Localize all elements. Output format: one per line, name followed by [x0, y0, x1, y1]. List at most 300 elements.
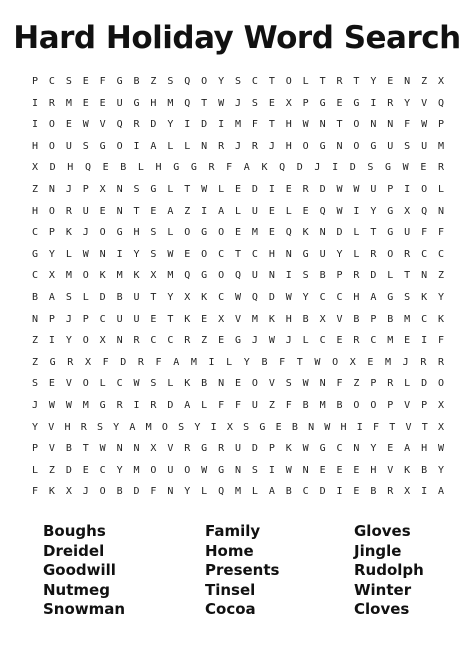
grid-letter: X: [404, 486, 411, 498]
grid-letter: E: [420, 162, 427, 174]
grid-letter: V: [405, 421, 412, 433]
grid-letter: B: [302, 400, 309, 411]
grid-letter: W: [201, 184, 208, 195]
grid-letter: L: [353, 248, 360, 260]
grid-letter: E: [404, 335, 411, 347]
grid-letter: G: [31, 248, 39, 260]
grid-letter: X: [226, 421, 233, 433]
grid-letter: S: [302, 270, 309, 282]
grid-letter: N: [31, 313, 39, 325]
grid-letter: I: [332, 162, 339, 174]
grid-letter: O: [48, 119, 55, 131]
grid-letter: L: [167, 378, 174, 390]
grid-letter: W: [65, 400, 72, 411]
grid-letter: Y: [302, 292, 309, 303]
grid-letter: G: [387, 205, 394, 217]
grid-letter: R: [150, 400, 157, 411]
grid-letter: H: [285, 313, 292, 325]
grid-letter: G: [302, 248, 309, 260]
grid-letter: G: [49, 356, 56, 368]
grid-letter: O: [353, 119, 360, 131]
grid-letter: B: [353, 313, 360, 325]
grid-letter: I: [336, 486, 343, 498]
grid-letter: L: [285, 205, 292, 217]
grid-letter: U: [404, 227, 411, 239]
grid-letter: F: [99, 76, 106, 87]
grid-letter: L: [302, 76, 309, 87]
grid-letter: S: [150, 248, 157, 260]
grid-letter: L: [201, 486, 208, 498]
grid-letter: K: [404, 464, 411, 476]
grid-letter: Q: [84, 162, 91, 174]
grid-letter: C: [370, 335, 377, 347]
word-list-item: Cloves: [354, 600, 410, 618]
grid-letter: X: [99, 335, 106, 347]
grid-letter: W: [437, 443, 445, 455]
grid-letter: E: [201, 313, 208, 325]
grid-letter: W: [285, 464, 292, 476]
grid-letter: D: [133, 486, 140, 498]
grid-letter: N: [308, 421, 315, 433]
grid-letter: U: [167, 464, 174, 476]
grid-letter: C: [302, 486, 309, 498]
grid-letter: Q: [234, 270, 242, 282]
grid-letter: D: [201, 119, 208, 131]
grid-letter: B: [302, 313, 309, 325]
grid-letter: C: [319, 335, 326, 347]
grid-letter: O: [201, 248, 208, 260]
grid-row: [25, 141, 451, 163]
grid-letter: Z: [31, 335, 39, 347]
grid-letter: F: [234, 400, 242, 411]
grid-letter: R: [387, 378, 394, 390]
grid-letter: M: [319, 400, 326, 411]
grid-letter: R: [353, 270, 360, 282]
grid-letter: N: [421, 270, 428, 282]
word-list-item: Boughs: [43, 522, 106, 540]
grid-letter: O: [332, 356, 339, 368]
grid-letter: Y: [167, 119, 174, 131]
grid-letter: E: [184, 248, 191, 260]
grid-letter: L: [201, 400, 208, 411]
grid-letter: E: [82, 76, 89, 87]
grid-letter: E: [218, 335, 225, 347]
grid-letter: X: [84, 356, 91, 368]
grid-letter: V: [234, 313, 242, 325]
grid-letter: N: [268, 270, 275, 282]
grid-letter: J: [82, 486, 89, 498]
grid-letter: Y: [184, 486, 191, 498]
grid-letter: N: [48, 184, 55, 195]
grid-letter: R: [302, 184, 309, 195]
grid-letter: Q: [184, 76, 191, 87]
grid-letter: G: [99, 400, 106, 411]
grid-letter: B: [201, 378, 208, 390]
grid-letter: E: [150, 313, 157, 325]
grid-row: [25, 400, 451, 422]
grid-letter: J: [31, 400, 39, 411]
grid-letter: X: [437, 400, 445, 411]
grid-letter: N: [319, 378, 326, 390]
grid-letter: K: [437, 313, 445, 325]
grid-letter: U: [65, 140, 72, 152]
grid-letter: R: [208, 162, 215, 174]
grid-letter: W: [234, 292, 242, 303]
grid-letter: W: [336, 205, 343, 217]
grid-letter: E: [99, 205, 106, 217]
grid-letter: G: [173, 162, 180, 174]
grid-letter: U: [116, 97, 123, 109]
grid-letter: F: [421, 227, 428, 239]
grid-letter: O: [99, 227, 106, 239]
grid-letter: Y: [243, 356, 250, 368]
grid-letter: R: [116, 400, 123, 411]
grid-letter: H: [421, 443, 428, 455]
grid-letter: D: [167, 400, 174, 411]
word-list-item: Dreidel: [43, 541, 105, 560]
grid-letter: I: [218, 119, 225, 131]
grid-letter: A: [150, 140, 157, 152]
grid-letter: L: [437, 184, 445, 195]
grid-letter: C: [99, 313, 106, 325]
grid-letter: N: [201, 140, 208, 152]
grid-letter: M: [116, 270, 123, 282]
grid-letter: K: [48, 486, 55, 498]
grid-letter: N: [319, 119, 326, 131]
grid-letter: L: [251, 486, 258, 498]
grid-letter: L: [184, 140, 191, 152]
grid-letter: F: [226, 162, 233, 174]
grid-letter: M: [437, 140, 445, 152]
grid-letter: H: [285, 119, 292, 131]
grid-letter: M: [82, 400, 89, 411]
grid-letter: T: [133, 205, 140, 217]
grid-letter: Y: [336, 248, 343, 260]
grid-letter: N: [133, 443, 140, 455]
grid-letter: F: [336, 378, 343, 390]
grid-letter: E: [336, 464, 343, 476]
grid-letter: X: [99, 184, 106, 195]
grid-letter: N: [437, 205, 445, 217]
grid-letter: Q: [116, 119, 123, 131]
grid-letter: M: [387, 335, 394, 347]
grid-letter: S: [234, 76, 242, 87]
grid-letter: P: [82, 184, 89, 195]
grid-letter: V: [48, 421, 55, 433]
grid-letter: A: [48, 292, 55, 303]
grid-letter: X: [218, 313, 225, 325]
grid-row: [25, 119, 451, 141]
grid-letter: S: [96, 421, 103, 433]
word-list-item: Winter: [354, 580, 412, 599]
grid-letter: M: [167, 97, 174, 109]
grid-letter: G: [190, 162, 197, 174]
grid-letter: U: [251, 270, 258, 282]
grid-row: [25, 292, 451, 314]
word-column-1: [43, 522, 125, 620]
grid-letter: O: [48, 140, 55, 152]
grid-letter: K: [421, 292, 428, 303]
grid-letter: P: [336, 270, 343, 282]
grid-letter: G: [319, 140, 326, 152]
grid-letter: M: [65, 270, 72, 282]
grid-letter: T: [82, 443, 89, 455]
grid-letter: N: [319, 227, 326, 239]
word-list-item: Snowman: [43, 600, 126, 618]
word-list-item: Cocoa: [205, 600, 256, 618]
grid-letter: K: [99, 270, 106, 282]
grid-letter: T: [150, 292, 157, 303]
grid-letter: T: [319, 76, 326, 87]
grid-letter: X: [437, 76, 445, 87]
grid-row: [25, 76, 451, 98]
word-list-item: Home: [205, 541, 254, 560]
grid-letter: E: [387, 76, 394, 87]
grid-letter: L: [167, 140, 174, 152]
grid-letter: E: [302, 205, 309, 217]
grid-letter: E: [336, 97, 343, 109]
grid-letter: W: [82, 119, 89, 131]
grid-letter: Q: [184, 270, 191, 282]
grid-letter: G: [201, 443, 208, 455]
grid-letter: Y: [437, 292, 445, 303]
grid-letter: N: [116, 184, 123, 195]
grid-letter: Z: [421, 76, 428, 87]
grid-letter: R: [80, 421, 87, 433]
grid-letter: N: [370, 119, 377, 131]
grid-letter: A: [370, 292, 377, 303]
grid-letter: C: [421, 248, 428, 260]
grid-letter: S: [150, 227, 157, 239]
grid-letter: K: [268, 313, 275, 325]
grid-letter: N: [285, 248, 292, 260]
grid-letter: S: [404, 140, 411, 152]
grid-letter: A: [437, 486, 445, 498]
grid-letter: P: [48, 313, 55, 325]
grid-letter: O: [437, 378, 445, 390]
grid-letter: U: [251, 205, 258, 217]
grid-letter: C: [251, 76, 258, 87]
grid-letter: W: [402, 162, 409, 174]
grid-letter: G: [201, 227, 208, 239]
grid-letter: Q: [437, 97, 445, 109]
grid-letter: E: [336, 335, 343, 347]
grid-row: [25, 465, 451, 487]
grid-letter: T: [167, 313, 174, 325]
grid-letter: E: [367, 356, 374, 368]
grid-letter: Y: [437, 464, 445, 476]
grid-letter: L: [234, 205, 242, 217]
grid-row: [25, 443, 451, 465]
grid-letter: J: [251, 335, 258, 347]
grid-letter: E: [82, 464, 89, 476]
grid-letter: L: [31, 464, 39, 476]
grid-letter: G: [133, 97, 140, 109]
page-title: Hard Holiday Word Search: [13, 20, 461, 56]
grid-letter: D: [296, 162, 303, 174]
grid-row: [25, 335, 451, 357]
grid-letter: C: [48, 76, 55, 87]
grid-letter: G: [201, 270, 208, 282]
grid-letter: I: [116, 248, 123, 260]
grid-letter: X: [319, 313, 326, 325]
grid-letter: O: [218, 270, 225, 282]
grid-letter: O: [387, 248, 394, 260]
grid-letter: D: [349, 162, 356, 174]
grid-letter: O: [99, 486, 106, 498]
grid-letter: L: [226, 356, 233, 368]
grid-letter: I: [210, 421, 217, 433]
grid-letter: U: [319, 248, 326, 260]
grid-letter: O: [302, 140, 309, 152]
grid-letter: M: [145, 421, 152, 433]
grid-letter: P: [268, 443, 275, 455]
grid-letter: W: [218, 97, 225, 109]
grid-letter: S: [367, 162, 374, 174]
grid-letter: F: [285, 400, 292, 411]
grid-letter: S: [82, 140, 89, 152]
grid-letter: D: [370, 270, 377, 282]
grid-letter: I: [133, 140, 140, 152]
grid-letter: Z: [268, 400, 275, 411]
grid-letter: V: [99, 119, 106, 131]
grid-letter: B: [336, 400, 343, 411]
grid-row: [25, 162, 451, 184]
grid-letter: Q: [218, 486, 225, 498]
grid-letter: F: [404, 119, 411, 131]
grid-letter: C: [150, 335, 157, 347]
grid-letter: G: [387, 227, 394, 239]
grid-letter: U: [133, 292, 140, 303]
grid-letter: H: [67, 162, 74, 174]
grid-letter: R: [370, 248, 377, 260]
letter-grid: [25, 76, 451, 508]
grid-letter: D: [65, 464, 72, 476]
grid-letter: G: [116, 76, 123, 87]
grid-letter: O: [150, 464, 157, 476]
grid-letter: Q: [319, 205, 326, 217]
grid-letter: W: [82, 248, 89, 260]
grid-letter: V: [268, 378, 275, 390]
grid-letter: M: [190, 356, 197, 368]
grid-letter: C: [336, 292, 343, 303]
grid-letter: Q: [421, 205, 428, 217]
grid-row: [25, 98, 451, 120]
grid-letter: T: [370, 227, 377, 239]
grid-letter: W: [314, 356, 321, 368]
grid-letter: Z: [48, 464, 55, 476]
grid-letter: P: [31, 76, 39, 87]
grid-letter: K: [261, 162, 268, 174]
grid-letter: W: [201, 464, 208, 476]
grid-letter: W: [167, 248, 174, 260]
grid-letter: W: [324, 421, 331, 433]
grid-letter: G: [259, 421, 266, 433]
grid-letter: J: [268, 140, 275, 152]
grid-letter: Y: [65, 335, 72, 347]
grid-letter: E: [234, 378, 242, 390]
grid-letter: W: [336, 184, 343, 195]
grid-letter: Y: [370, 76, 377, 87]
grid-letter: I: [208, 356, 215, 368]
grid-letter: O: [353, 140, 360, 152]
grid-letter: T: [353, 76, 360, 87]
grid-letter: U: [82, 205, 89, 217]
grid-letter: D: [150, 119, 157, 131]
grid-letter: O: [285, 76, 292, 87]
word-list-item: Jingle: [354, 541, 402, 560]
grid-letter: L: [218, 184, 225, 195]
grid-letter: K: [285, 443, 292, 455]
grid-letter: I: [370, 97, 377, 109]
grid-letter: Q: [279, 162, 286, 174]
grid-letter: I: [356, 421, 363, 433]
grid-letter: S: [251, 464, 258, 476]
grid-letter: O: [116, 140, 123, 152]
grid-letter: Q: [251, 292, 258, 303]
grid-letter: L: [404, 378, 411, 390]
grid-letter: R: [218, 140, 225, 152]
word-list-item: Nutmeg: [43, 580, 110, 599]
grid-letter: K: [65, 227, 72, 239]
grid-letter: M: [404, 313, 411, 325]
grid-letter: K: [184, 378, 191, 390]
grid-letter: G: [387, 292, 394, 303]
grid-letter: V: [421, 97, 428, 109]
grid-letter: D: [319, 184, 326, 195]
grid-letter: Y: [116, 464, 123, 476]
grid-letter: B: [65, 443, 72, 455]
grid-letter: H: [340, 421, 347, 433]
grid-letter: C: [31, 270, 39, 282]
grid-row: [25, 314, 451, 336]
grid-letter: O: [82, 270, 89, 282]
grid-letter: H: [150, 97, 157, 109]
word-column-3: [354, 522, 424, 620]
grid-letter: W: [268, 335, 275, 347]
grid-letter: W: [302, 378, 309, 390]
grid-letter: G: [150, 184, 157, 195]
grid-letter: S: [31, 378, 39, 390]
grid-letter: P: [387, 400, 394, 411]
grid-letter: M: [251, 313, 258, 325]
grid-letter: Z: [31, 184, 39, 195]
grid-letter: E: [353, 464, 360, 476]
grid-letter: E: [268, 205, 275, 217]
grid-letter: M: [65, 97, 72, 109]
grid-letter: Q: [285, 227, 292, 239]
grid-letter: H: [370, 464, 377, 476]
grid-letter: W: [133, 378, 140, 390]
grid-letter: J: [82, 227, 89, 239]
grid-letter: G: [370, 140, 377, 152]
grid-letter: I: [201, 205, 208, 217]
grid-letter: L: [302, 335, 309, 347]
grid-letter: R: [251, 140, 258, 152]
grid-letter: T: [389, 421, 396, 433]
grid-letter: S: [243, 421, 250, 433]
grid-letter: K: [184, 313, 191, 325]
grid-letter: E: [275, 421, 282, 433]
grid-letter: N: [116, 335, 123, 347]
grid-letter: N: [116, 443, 123, 455]
grid-letter: I: [285, 270, 292, 282]
grid-letter: C: [336, 443, 343, 455]
grid-letter: P: [48, 227, 55, 239]
grid-letter: D: [99, 292, 106, 303]
grid-letter: O: [370, 400, 377, 411]
word-list-item: Tinsel: [205, 580, 256, 599]
